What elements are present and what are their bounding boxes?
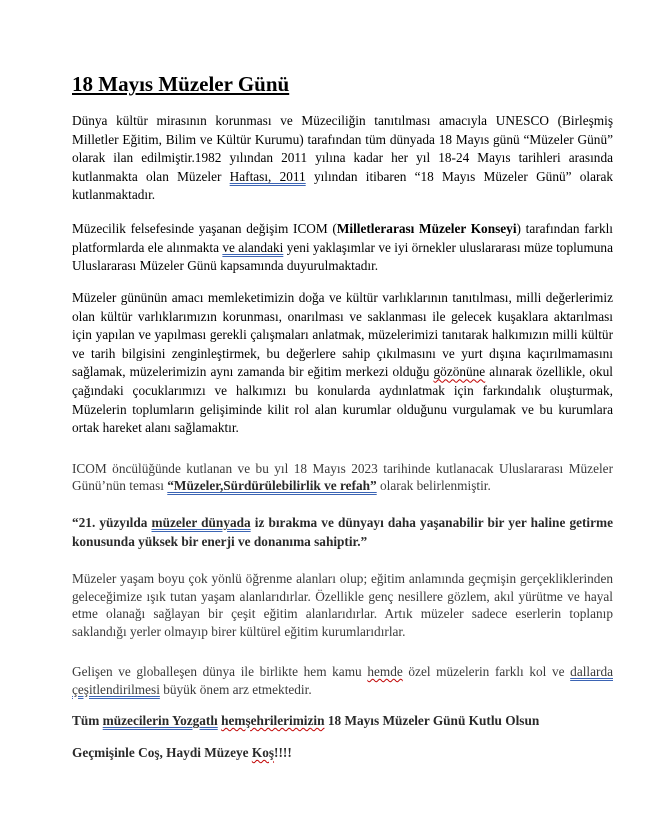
text-run: 18 Mayıs Müzeler Günü Kutlu Olsun (324, 713, 540, 728)
paragraph-global (72, 663, 613, 698)
paragraph-theme (72, 460, 613, 494)
text-run: Gelişen ve globalleşen dünya ile birlikte hem kamu (72, 664, 368, 679)
grammar-marked-text: ve alandaki (222, 239, 284, 255)
text-run: özel müzelerin farklı kol ve (402, 664, 571, 679)
spellcheck-marked-text: hemşehrilerimizin (221, 713, 325, 728)
text-run: Müzecilik felsefesinde yaşanan değişim ICOM ( (72, 221, 337, 236)
text-run: büyük önem arz etmektedir. (159, 681, 312, 697)
text-run: “21. yüzyılda (72, 515, 152, 530)
paragraph-quote (72, 514, 613, 551)
paragraph-icom (72, 220, 613, 276)
text-run: Tüm (72, 713, 103, 728)
grammar-marked-text: Haftası, 2011 (229, 168, 306, 184)
text-run: olarak belirlenmiştir. (376, 478, 491, 493)
text-run: !!!! (274, 745, 292, 760)
spellcheck-marked-text: Koş (251, 745, 275, 760)
paragraph-education: Müzeler yaşam boyu çok yönlü öğrenme alanları olup; eğitim anlamında geçmişin gerçekliklerinden geleceğimize ışık tutan yaşam alanlarıdırlar. Özellikle genç nesillere gözlem, akıl yürütme ve hayal etme olanağı sağlayan bir çeşit eğitim alanlarıdırlar. Artık müzeler sadece eserlerin toplanıp saklandığı yerler olmayıp birer kültürel eğitim kurumlarıdırlar. (72, 571, 613, 639)
text-run: yılından itibaren “18 Mayıs Müzeler Günü” olarak kutlanmaktadır. (72, 168, 613, 203)
text-run: alınarak özellikle, okul çağındaki çocuklarımızı ve halkımızı bu konularda aydınlatmak için farkındalık oluşturmak, Müzelerin toplumların gelişiminde kilit rol alan kurumlar olduğunu vurgulamak ve bu kurumlara ortak hareket alanı sağlamaktır. (72, 364, 613, 436)
text-run: ) tarafından farklı platformlarda ele alınmakta (72, 221, 613, 255)
text-run: ICOM öncülüğünde kutlanan ve bu yıl 18 Mayıs 2023 tarihinde kutlanacak Uluslararası Müzeler Günü’nün teması (72, 461, 613, 493)
paragraph-greeting (72, 712, 613, 731)
text-run: yeni yaklaşımlar ve iyi örnekler uluslararası müze toplumuna Uluslararası Müzeler Günü kapsamında duyurulmaktadır. (72, 239, 613, 274)
paragraph-purpose (72, 289, 613, 438)
text-run: Dünya kültür mirasının korunması ve Müzeciliğin tanıtılması amacıyla UNESCO (Birleşmiş Milletler Eğitim, Bilim ve Kültür Kurumu) tarafından tüm dünyada 18 Mayıs günü “Müzeler Günü” olarak ilan edilmiştir.1982 yılından 2011 yılına kadar her yıl 18-24 Mayıs tarihleri arasında kutlanmakta olan Müzeler (72, 113, 613, 184)
paragraph-unesco (72, 112, 613, 205)
text-run: Müzeler gününün amacı memleketimizin doğa ve kültür varlıklarının tanıtılması, milli değerlerimiz olan kültür varlıklarımızın korunması, onarılması ve saklanması ile gelecek kuşaklara aktarılması için yapılan ve yapılması gerekli çalışmaları anlatmak, müzelerimizi tanıtarak halkımızın milli kültür ve tarih bilgisini zenginleştirmek, bu değerlere sahip çıkılmasını ve yurt dışına kaçırılmamasını sağlamak, müzelerimizin aynı zamanda bir eğitim merkezi olduğu (72, 290, 613, 380)
bold-grammar-marked-text: “Müzeler,Sürdürülebilirlik ve refah” (167, 478, 377, 493)
grammar-marked-text: müzeler dünyada (151, 515, 251, 530)
spellcheck-marked-text: gözönüne (433, 364, 486, 380)
grammar-marked-text: dallarda çeşitlendirilmesi (72, 664, 613, 697)
document-title: 18 Mayıs Müzeler Günü (72, 72, 290, 96)
text-run: iz bırakma ve dünyayı daha yaşanabilir bir yer haline getirme konusunda yüksek bir enerji ve donanıma sahiptir.” (72, 515, 613, 549)
bold-text: Milletlerarası Müzeler Konseyi (336, 221, 517, 236)
paragraph-slogan (72, 744, 613, 763)
grammar-marked-text: müzecilerin Yozgatlı (102, 713, 218, 728)
spellcheck-marked-text: hemde (367, 664, 403, 679)
text-run: Geçmişinle Coş, Haydi Müzeye (72, 745, 252, 760)
